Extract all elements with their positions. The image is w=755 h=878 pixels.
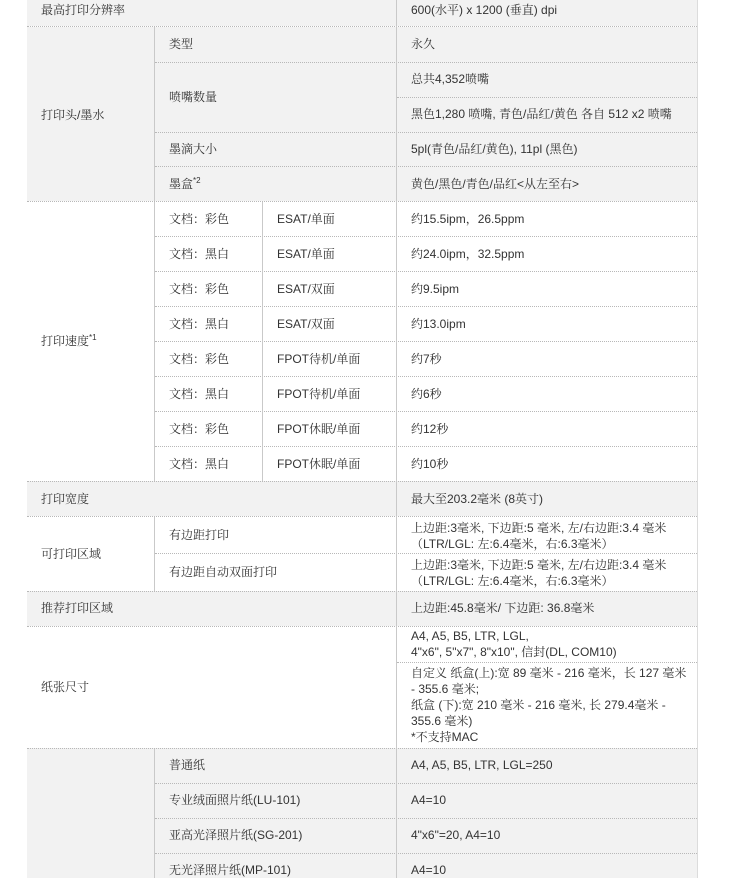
speed-doc: 文档：黑白 (169, 247, 230, 261)
divider (155, 166, 697, 167)
capacity-value: A4, A5, B5, LTR, LGL=250 (411, 758, 553, 772)
bg-width (27, 481, 697, 516)
bg-capacity (27, 748, 697, 878)
speed-value: 约12秒 (411, 422, 449, 436)
speed-value: 约24.0ipm，32.5ppm (411, 247, 525, 261)
divider (155, 271, 697, 272)
divider (27, 481, 697, 482)
speed-doc: 文档：彩色 (169, 422, 230, 436)
speed-doc: 文档：彩色 (169, 212, 230, 226)
speed-mode: FPOT待机/单面 (277, 387, 361, 401)
divider (27, 591, 697, 592)
capacity-value: A4=10 (411, 793, 447, 807)
label-type: 类型 (169, 37, 194, 51)
speed-mode: ESAT/双面 (277, 282, 335, 296)
speed-mode: FPOT休眠/单面 (277, 422, 361, 436)
value-duplex-line2: （LTR/LGL: 左:6.4毫米，右:6.3毫米） (411, 574, 614, 588)
speed-value: 约13.0ipm (411, 317, 466, 331)
divider (155, 341, 697, 342)
label-printable: 可打印区域 (41, 547, 102, 561)
divider (27, 26, 697, 27)
divider (155, 376, 697, 377)
paper-size-line: 355.6 毫米) (411, 714, 473, 728)
label-speed-text: 打印速度 (41, 334, 90, 348)
footnote-marker: *1 (89, 333, 97, 342)
divider (155, 62, 697, 63)
value-nozzles-total: 总共4,352喷嘴 (411, 72, 490, 86)
divider (155, 446, 697, 447)
divider (27, 201, 697, 202)
capacity-label: 专业绒面照片纸(LU-101) (169, 793, 301, 807)
divider (27, 516, 697, 517)
label-resolution: 最高打印分辨率 (41, 3, 126, 17)
value-duplex-line1: 上边距:3毫米, 下边距:5 毫米, 左/右边距:3.4 毫米 (411, 558, 667, 572)
value-recommended: 上边距:45.8毫米/ 下边距: 36.8毫米 (411, 601, 595, 615)
value-cartridge: 黄色/黑色/青色/品红<从左至右> (411, 177, 580, 191)
divider (155, 236, 697, 237)
speed-mode: ESAT/单面 (277, 212, 335, 226)
table-edge (697, 0, 698, 878)
speed-doc: 文档：彩色 (169, 352, 230, 366)
paper-size-line: 自定义 纸盒(上):宽 89 毫米 - 216 毫米，长 127 毫米 (411, 666, 687, 680)
label-droplet: 墨滴大小 (169, 142, 218, 156)
capacity-value: A4=10 (411, 863, 447, 877)
column-divider (396, 0, 397, 878)
speed-mode: ESAT/双面 (277, 317, 335, 331)
divider (27, 748, 697, 749)
column-divider (154, 202, 155, 481)
label-printhead: 打印头/墨水 (41, 108, 105, 122)
speed-doc: 文档：黑白 (169, 317, 230, 331)
label-duplex-print: 有边距自动双面打印 (169, 565, 278, 579)
speed-mode: FPOT休眠/单面 (277, 457, 361, 471)
speed-doc: 文档：黑白 (169, 387, 230, 401)
speed-value: 约9.5ipm (411, 282, 460, 296)
value-nozzles-detail: 黑色1,280 喷嘴, 青色/品红/黄色 各自 512 x2 喷嘴 (411, 107, 672, 121)
label-width: 打印宽度 (41, 492, 90, 506)
divider (155, 818, 697, 819)
paper-size-line: 纸盒 (下):宽 210 毫米 - 216 毫米, 长 279.4毫米 - (411, 698, 666, 712)
paper-size-line: - 355.6 毫米; (411, 682, 480, 696)
capacity-label: 亚高光泽照片纸(SG-201) (169, 828, 303, 842)
column-divider (154, 27, 155, 201)
speed-value: 约6秒 (411, 387, 442, 401)
divider (155, 783, 697, 784)
column-divider (154, 749, 155, 878)
label-nozzles: 喷嘴数量 (169, 90, 218, 104)
paper-size-line: A4, A5, B5, LTR, LGL, (411, 629, 529, 643)
footnote-marker: *2 (193, 176, 201, 185)
speed-doc: 文档：彩色 (169, 282, 230, 296)
label-speed (41, 333, 97, 349)
speed-mode: ESAT/单面 (277, 247, 335, 261)
value-border-line2: （LTR/LGL: 左:6.4毫米，右:6.3毫米） (411, 537, 614, 551)
speed-doc: 文档：黑白 (169, 457, 230, 471)
divider (155, 853, 697, 854)
label-border-print: 有边距打印 (169, 528, 230, 542)
paper-size-line: 4"x6", 5"x7", 8"x10", 信封(DL, COM10) (411, 645, 617, 659)
label-paper-size: 纸张尺寸 (41, 680, 90, 694)
column-divider (154, 517, 155, 591)
value-border-line1: 上边距:3毫米, 下边距:5 毫米, 左/右边距:3.4 毫米 (411, 521, 667, 535)
value-droplet: 5pl(青色/品红/黄色), 11pl (黑色) (411, 142, 578, 156)
label-recommended: 推荐打印区域 (41, 601, 114, 615)
label-cartridge-text: 墨盒 (169, 177, 194, 191)
speed-value: 约15.5ipm，26.5ppm (411, 212, 525, 226)
speed-value: 约7秒 (411, 352, 442, 366)
capacity-value: 4"x6"=20, A4=10 (411, 828, 501, 842)
value-width: 最大至203.2毫米 (8英寸) (411, 492, 544, 506)
divider (155, 132, 697, 133)
value-resolution: 600(水平) x 1200 (垂直) dpi (411, 3, 558, 17)
bg-recommended (27, 591, 697, 626)
capacity-label: 普通纸 (169, 758, 206, 772)
value-type: 永久 (411, 37, 436, 51)
divider (397, 97, 697, 98)
divider (155, 553, 697, 554)
speed-value: 约10秒 (411, 457, 449, 471)
paper-size-note: *不支持MAC (411, 730, 479, 744)
speed-mode: FPOT待机/单面 (277, 352, 361, 366)
column-divider (262, 202, 263, 481)
label-cartridge (169, 176, 201, 192)
divider (397, 662, 697, 663)
divider (27, 626, 697, 627)
divider (155, 306, 697, 307)
divider (155, 411, 697, 412)
capacity-label: 无光泽照片纸(MP-101) (169, 863, 292, 877)
